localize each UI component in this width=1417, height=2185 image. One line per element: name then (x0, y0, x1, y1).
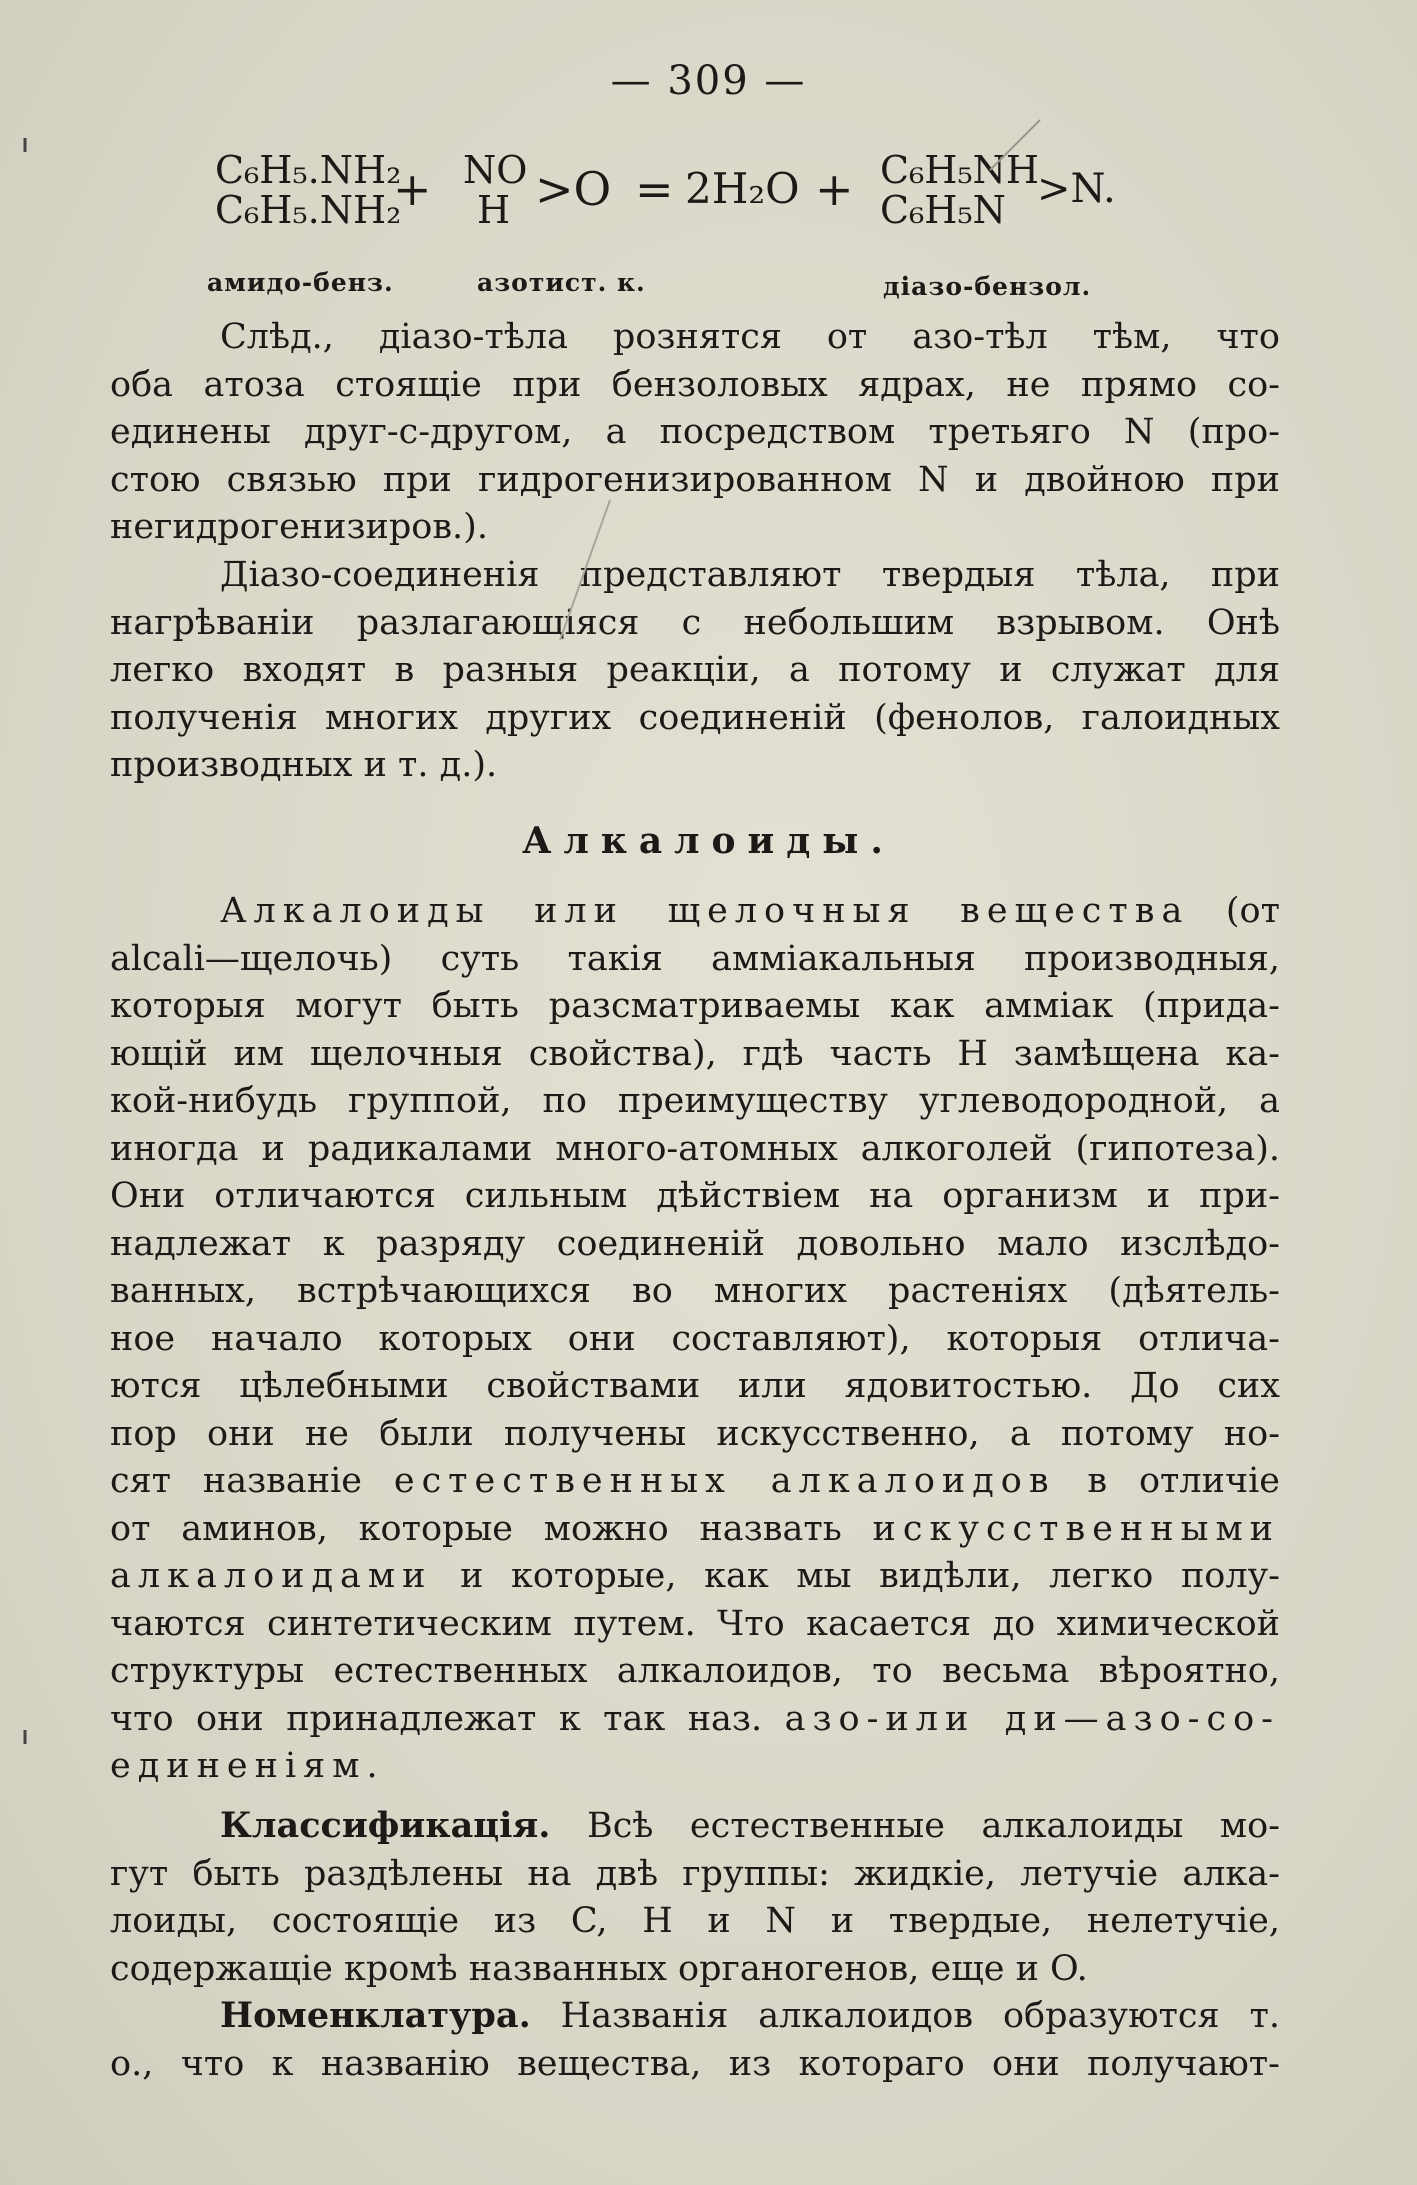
text-line: Діазо-соединенія представляют твердыя тѣла, при (220, 555, 1280, 595)
text-line: alcali—щелочь) суть такія амміакальныя производныя, (110, 938, 1280, 979)
text-line: гут быть раздѣлены на двѣ группы: жидкіе, летучіе алка- (110, 1853, 1280, 1894)
spaced-term: Алкалоиды или щелочныя вещества (220, 891, 1190, 931)
text-line: что они принадлежат к так наз. азо-или ди—азо-со- (110, 1698, 1281, 1739)
equals-sign: = (635, 162, 674, 216)
pencil-stroke (560, 500, 610, 640)
section-heading: Алкалоиды. (522, 820, 895, 862)
text-line: ются цѣлебными свойствами или ядовитостью. До сих (110, 1366, 1280, 1406)
text-line: лоиды, состоящіе из C, H и N и твердые, нелетучіе, (110, 1901, 1280, 1941)
text-line: иногда и радикалами много-атомных алкоголей (гипотеза). (110, 1128, 1280, 1169)
acid-bottom: H (477, 188, 511, 232)
label-nitrous-acid: азотист. к. (477, 268, 646, 297)
text-line: Классификація. Всѣ естественные алкалоиды мо- (220, 1805, 1280, 1846)
text-line: ванных, встрѣчающихся во многих растеніях (дѣятель- (110, 1271, 1280, 1311)
text-line: Слѣд., діазо-тѣла рознятся от азо-тѣл тѣм, что (220, 317, 1280, 357)
text-line: алкалоидами и которые, как мы видѣли, легко полу- (110, 1556, 1280, 1596)
text-line: Номенклатура. Названія алкалоидов образуются т. (220, 1995, 1280, 2036)
bond-oxygen: >O (535, 162, 612, 216)
diazo-bottom: C₆H₅N (880, 188, 1006, 232)
amine-bottom: C₆H₅.NH₂ (215, 188, 402, 232)
text-line: ное начало которых они составляют), которыя отлича- (110, 1318, 1280, 1359)
text-line: надлежат к разряду соединеній довольно мало изслѣдо- (110, 1223, 1280, 1264)
text-line: кой-нибудь группой, по преимуществу углеводородной, а (110, 1081, 1280, 1121)
text-line: стою связью при гидрогенизированном N и двойною при (110, 459, 1280, 500)
water-term: 2H₂O (685, 164, 800, 213)
label-diazo-benzol: діазо-бензол. (883, 272, 1092, 301)
text-line: сят названіе естественных алкалоидов в отличіе (110, 1461, 1281, 1501)
label-amido-benzol: амидо-бенз. (207, 268, 394, 297)
amine-top: C₆H₅.NH₂ (215, 148, 402, 192)
text-line: содержащіе кромѣ названных органогенов, еще и O. (110, 1948, 1088, 1989)
text-line: от аминов, которые можно назвать искусственными (110, 1508, 1280, 1549)
spaced-term: естественных алкалоидов (393, 1461, 1056, 1501)
text-line: пор они не были получены искусственно, а потому но- (110, 1413, 1280, 1454)
spaced-term: единеніям. (110, 1746, 385, 1786)
text-line: ющій им щелочныя свойства), гдѣ часть H замѣщена ка- (110, 1033, 1280, 1074)
text-line: чаются синтетическим путем. Что касается до химической (110, 1603, 1280, 1644)
pencil-stroke (990, 120, 1040, 170)
page-number: — 309 — (610, 58, 807, 104)
text-line: негидрогенизиров.). (110, 507, 488, 547)
diazo-top: C₆H₅NH (880, 148, 1040, 192)
spaced-term: азо-или ди—азо-со- (784, 1698, 1281, 1739)
text-line: о., что к названію вещества, из котораго они получают- (110, 2043, 1280, 2084)
acid-top: NO (463, 148, 528, 192)
text-line: производных и т. д.). (110, 745, 498, 785)
spaced-term: алкалоидами (110, 1556, 433, 1596)
text-line: которыя могут быть разсматриваемы как амміак (прида- (110, 986, 1280, 1026)
text-line: Алкалоиды или щелочныя вещества (от (220, 891, 1280, 931)
text-line: единены друг-с-другом, а посредством третьяго N (про- (110, 412, 1280, 452)
text-line: легко входят в разныя реакціи, а потому и служат для (110, 650, 1280, 690)
text-line: оба атоза стоящіе при бензоловых ядрах, не прямо со- (110, 364, 1280, 405)
bold-term: Номенклатура. (220, 1995, 531, 2036)
bond-nitrogen: >N. (1037, 166, 1116, 212)
bold-term: Классификація. (220, 1805, 551, 1846)
text-line: полученія многих других соединеній (фенолов, галоидных (110, 697, 1280, 738)
text-line: структуры естественных алкалоидов, то весьма вѣроятно, (110, 1651, 1280, 1691)
plus-sign-2: + (815, 162, 854, 216)
spaced-term: искусственными (872, 1508, 1280, 1549)
plus-sign: + (393, 162, 432, 216)
text-line: нагрѣваніи разлагающіяся с небольшим взрывом. Онѣ (110, 602, 1280, 643)
text-line: Они отличаются сильным дѣйствіем на организм и при- (110, 1176, 1280, 1216)
